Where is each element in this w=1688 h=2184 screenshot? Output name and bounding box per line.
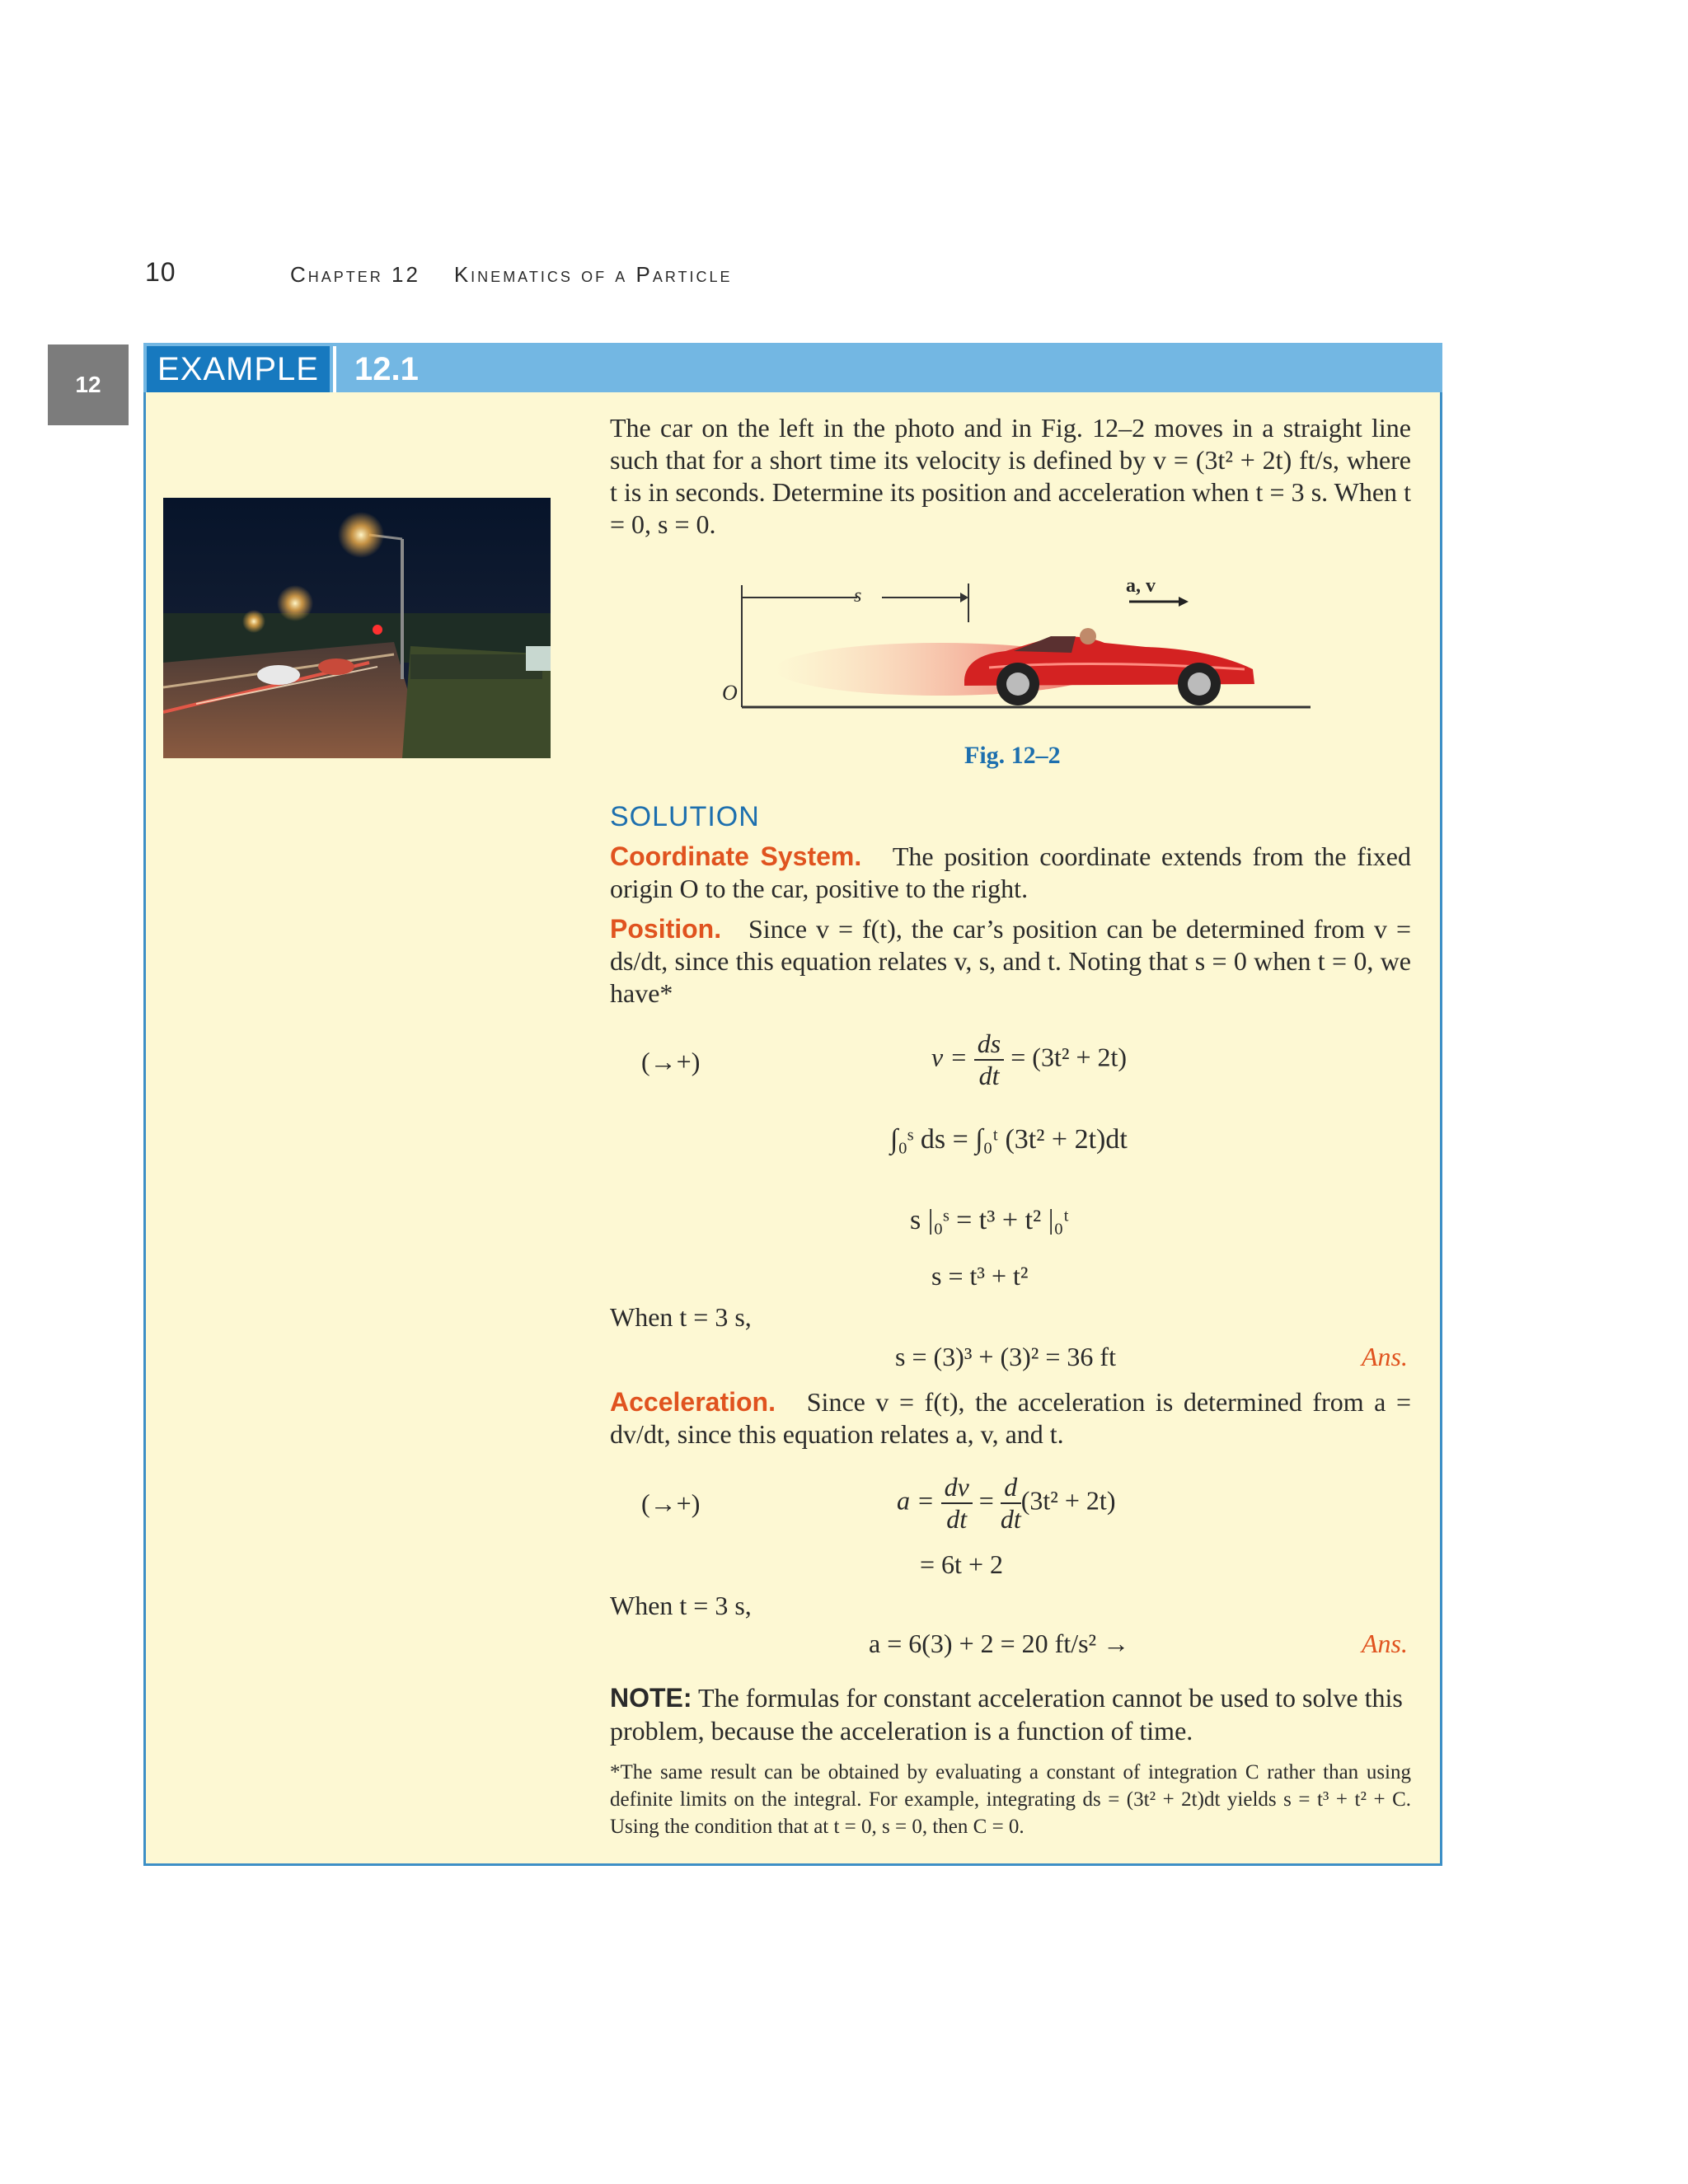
when-t-3-position: When t = 3 s,	[610, 1302, 752, 1332]
answer-marker-1: Ans.	[1362, 1342, 1408, 1371]
eq-v-lhs: v =	[931, 1042, 968, 1072]
eq-v-num: ds	[977, 1029, 1001, 1058]
solution-heading: SOLUTION	[610, 801, 760, 832]
coordinate-system-text: The position coordinate extends from the fixed origin O to the car, positive to the right.	[610, 841, 1411, 903]
acceleration-heading: Acceleration.	[610, 1387, 776, 1417]
note-text: The formulas for constant acceleration cannot be used to solve this problem, because the acceleration is a function of time.	[610, 1683, 1403, 1746]
eq-a-den1: dt	[946, 1504, 968, 1534]
eq-a-den2: dt	[1000, 1504, 1021, 1534]
ds-dt-fraction	[974, 1029, 1004, 1091]
acceleration-result: = 6t + 2	[920, 1549, 1003, 1579]
position-value-equation: s = (3)³ + (3)² = 36 ft	[895, 1342, 1116, 1371]
chapter-title: Kinematics of a Particle	[453, 262, 733, 287]
fig-label-s: s	[854, 585, 862, 607]
answer-marker-2: Ans.	[1362, 1629, 1408, 1658]
d-dt-fraction	[1001, 1472, 1021, 1535]
night-street-photo	[163, 498, 551, 758]
position-text: Since v = f(t), the car’s position can be determined from v = ds/dt, since this equation relates v, s, and t. Noting that s = 0 when t = 0, we have*	[610, 914, 1412, 1008]
sign-convention-2: (→+)	[641, 1488, 701, 1518]
running-head	[290, 262, 733, 288]
example-number: 12.1	[333, 346, 457, 392]
eq-v-den: dt	[978, 1061, 1000, 1090]
note-label: NOTE:	[610, 1683, 692, 1713]
position-heading: Position.	[610, 914, 722, 944]
integral-equation: ∫₀ˢ ds = ∫₀ᵗ (3t² + 2t)dt	[890, 1124, 1128, 1155]
fig-label-origin: O	[722, 681, 738, 705]
sign-convention-1: (→+)	[641, 1047, 701, 1076]
eq-a-mid: =	[978, 1485, 994, 1516]
page-number: 10	[145, 257, 176, 287]
figure-caption: Fig. 12–2	[964, 742, 1061, 769]
position-paragraph	[610, 913, 1411, 1010]
note-paragraph	[610, 1681, 1411, 1747]
coordinate-system-heading: Coordinate System.	[610, 841, 862, 871]
position-result: s = t³ + t²	[931, 1261, 1029, 1291]
eq-a-rhs: (3t² + 2t)	[1020, 1485, 1116, 1516]
chapter-label: Chapter 12	[290, 262, 420, 287]
eq-a-num1: dv	[944, 1472, 969, 1502]
chapter-side-tab: 12	[48, 344, 129, 425]
fig-label-av: a, v	[1126, 575, 1156, 597]
velocity-equation	[931, 1029, 1127, 1091]
eq-a-num2: d	[1004, 1472, 1018, 1502]
eq-a-lhs: a =	[897, 1485, 935, 1516]
dv-dt-fraction	[941, 1472, 973, 1535]
example-label: EXAMPLE	[147, 346, 330, 392]
coordinate-system-paragraph	[610, 841, 1411, 905]
acceleration-equation	[897, 1472, 1115, 1535]
figure-12-2	[717, 577, 1311, 717]
eq-v-rhs: = (3t² + 2t)	[1010, 1042, 1128, 1072]
problem-statement: The car on the left in the photo and in Fig. 12–2 moves in a straight line such that for a short time its velocity is defined by v = (3t² + 2t) ft/s, where t is in seconds. Determine its position and acceleration when t = 3 s. When t = 0, s = 0.	[610, 413, 1411, 539]
footnote: *The same result can be obtained by evaluating a constant of integration C rather than using definite limits on the integral. For example, integrating ds = (3t² + 2t)dt yields s = t³ + t² + C. Using the condition that at t = 0, s = 0, then C = 0.	[610, 1761, 1411, 1838]
acceleration-value-equation: a = 6(3) + 2 = 20 ft/s² →	[869, 1629, 1130, 1658]
acceleration-paragraph	[610, 1386, 1411, 1451]
acceleration-text: Since v = f(t), the acceleration is determined from a = dv/dt, since this equation relates a, v, and t.	[610, 1387, 1412, 1449]
when-t-3-acceleration: When t = 3 s,	[610, 1591, 752, 1620]
evaluated-equation: s |₀ˢ = t³ + t² |₀ᵗ	[910, 1205, 1069, 1235]
